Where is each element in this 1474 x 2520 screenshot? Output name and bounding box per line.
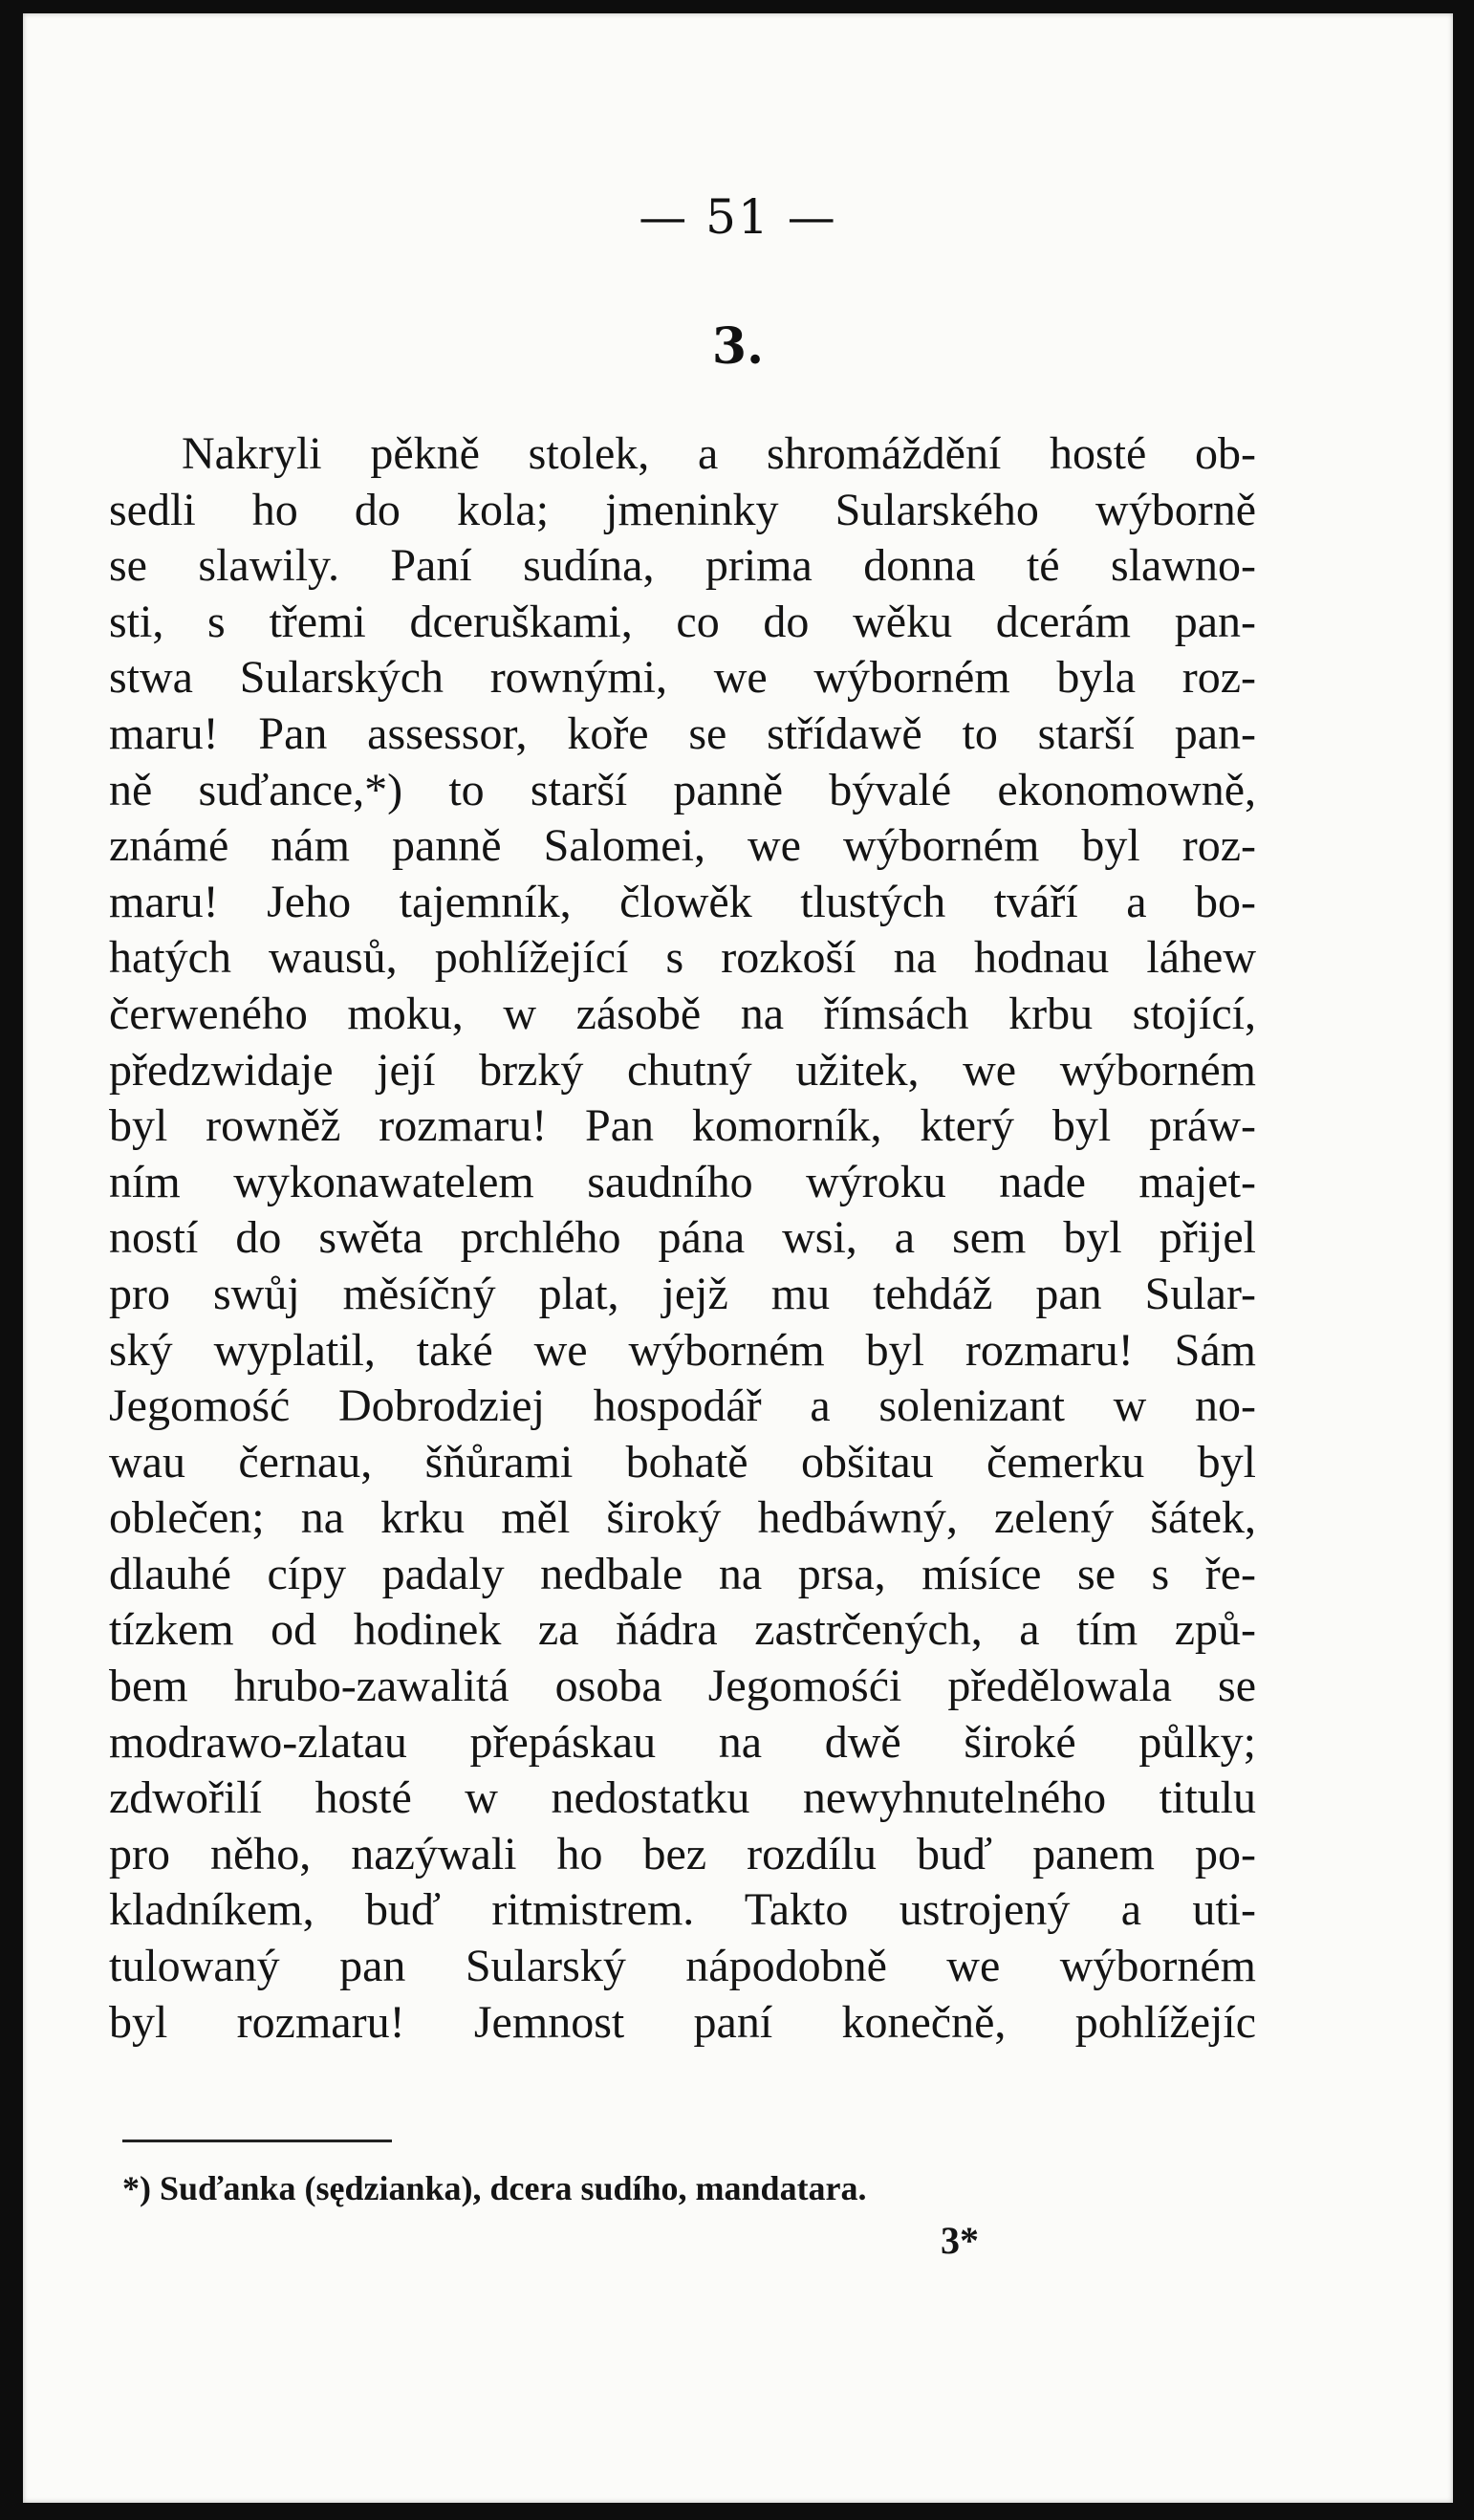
text-line: dlauhé cípy padaly nedbale na prsa, mísíce se s ře- <box>109 1548 1256 1599</box>
footnote-divider <box>122 2140 392 2142</box>
text-line: wau černau, šňůrami bohatě obšitau čemerku byl <box>109 1436 1256 1488</box>
footnote <box>122 2168 1269 2208</box>
text-line: byl rowněž rozmaru! Pan komorník, který byl práw- <box>109 1100 1256 1152</box>
text-line: pro swůj měsíčný plat, jejž mu tehdáž pan Sular- <box>109 1268 1256 1319</box>
book-page <box>23 13 1453 2503</box>
text-line: se slawily. Paní sudína, prima donna té slawno- <box>109 540 1256 592</box>
text-line: maru! Pan assessor, koře se střídawě to starší pan- <box>109 707 1256 759</box>
text-line: Nakryli pěkně stolek, a shromáždění hosté ob- <box>182 428 1256 479</box>
text-line: čerweného moku, w zásobě na římsách krbu stojící, <box>109 988 1256 1039</box>
text-line: ský wyplatil, také we wýborném byl rozmaru! Sám <box>109 1324 1256 1376</box>
text-line: hatých wausů, pohlížející s rozkoší na hodnau láhew <box>109 932 1256 984</box>
text-line: ně suďance,*) to starší panně bývalé ekonomowně, <box>109 764 1256 815</box>
text-line: ním wykonawatelem saudního wýroku nade majet- <box>109 1156 1256 1207</box>
text-line: kladníkem, buď ritmistrem. Takto ustrojený a uti- <box>109 1884 1256 1936</box>
text-line: tulowaný pan Sularský nápodobně we wýborném <box>109 1941 1256 1992</box>
text-line: maru! Jeho tajemník, člowěk tlustých tváří a bo- <box>109 876 1256 927</box>
body-text <box>109 426 1256 2051</box>
printer-signature: 3* <box>941 2219 979 2262</box>
text-line: pro něho, nazýwali ho bez rozdílu buď panem po- <box>109 1828 1256 1879</box>
text-line: modrawo-zlatau přepáskau na dwě široké půlky; <box>109 1716 1256 1768</box>
text-line: předzwidaje její brzký chutný užitek, we wýborném <box>109 1044 1256 1096</box>
text-line: známé nám panně Salomei, we wýborném byl roz- <box>109 820 1256 872</box>
text-line: tízkem od hodinek za ňádra zastrčených, a tím způ- <box>109 1604 1256 1656</box>
text-line: oblečen; na krku měl široký hedbáwný, zelený šátek, <box>109 1492 1256 1544</box>
text-line: zdwořilí hosté w nedostatku newyhnutelného titulu <box>109 1772 1256 1824</box>
footnote-marker: *) <box>122 2169 151 2207</box>
page-number: — 51 — <box>639 189 837 245</box>
text-line: ností do swěta prchlého pána wsi, a sem byl přijel <box>109 1212 1256 1264</box>
text-line: sti, s třemi dceruškami, co do wěku dcerám pan- <box>109 596 1256 647</box>
text-line: sedli ho do kola; jmeninky Sularského wýborně <box>109 484 1256 535</box>
footnote-text: Suďanka (sędzianka), dcera sudího, mandatara. <box>160 2169 867 2207</box>
text-line: Jegomość Dobrodziej hospodář a solenizant w no- <box>109 1380 1256 1432</box>
text-line: byl rozmaru! Jemnost paní konečně, pohlížejíc <box>109 1996 1256 2048</box>
text-line: stwa Sularských rownými, we wýborném byla roz- <box>109 652 1256 704</box>
section-number: 3. <box>711 317 765 376</box>
text-line: bem hrubo-zawalitá osoba Jegomośći předělowala se <box>109 1661 1256 1712</box>
